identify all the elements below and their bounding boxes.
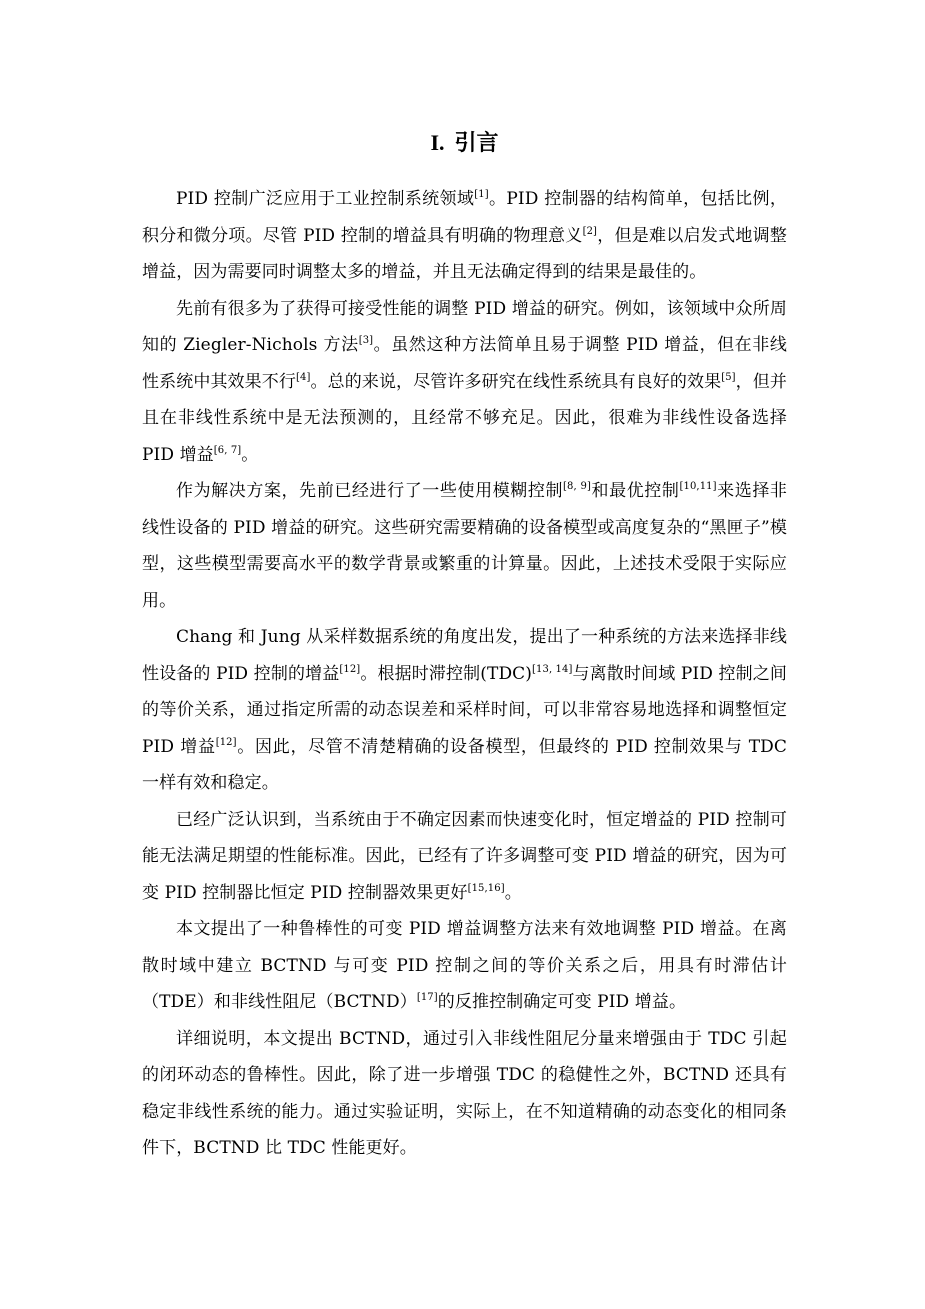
citation-ref: [1] — [474, 189, 489, 200]
body-text — [142, 181, 787, 1167]
paragraph-text: 。PID 控制器的结构简单，包括比例，积分和微分项。尽管 PID 控制的增益具有明确的物理意义 — [142, 189, 787, 246]
paragraph-text: 。因此，尽管不清楚精确的设备模型，但最终的 PID 控制效果与 TDC 一样有效和稳定。 — [142, 736, 787, 793]
paragraph — [142, 802, 787, 912]
paragraph-text: 详细说明，本文提出 BCTND，通过引入非线性阻尼分量来增强由于 TDC 引起的闭环动态的鲁棒性。因此，除了进一步增强 TDC 的稳健性之外，BCTND 还具有稳定非线性系统的能力。通过实验证明，实际上，在不知道精确的动态变化的相同条件下，BCTND 比 TDC 性能更好。 — [142, 1028, 787, 1158]
citation-ref: [6, 7] — [213, 444, 242, 456]
paragraph-text: 作为解决方案，先前已经进行了一些使用模糊控制 — [176, 481, 564, 501]
paragraph-text: 本文提出了一种鲁棒性的可变 PID 增益调整方法来有效地调整 PID 增益。在离散时域中建立 BCTND 与可变 PID 控制之间的等价关系之后，用具有时滞估计（TDE）和非线性阻尼（BCTND） — [142, 919, 787, 1012]
citation-ref: [2] — [582, 225, 598, 237]
paragraph-text: 。总的来说，尽管许多研究在线性系统具有良好的效果 — [310, 371, 722, 392]
paragraph-text: 来选择非线性设备的 PID 增益的研究。这些研究需要精确的设备模型或高度复杂的“黑匣子”模型，这些模型需要高水平的数学背景或繁重的计算量。因此，上述技术受限于实际应用。 — [142, 481, 788, 611]
citation-ref: [13, 14] — [532, 663, 573, 675]
paragraph-text: 。 — [504, 882, 522, 903]
citation-ref: [10,11] — [679, 481, 717, 492]
paragraph — [142, 473, 787, 619]
paragraph-text: 与离散时间域 PID 控制之间的等价关系，通过指定所需的动态误差和采样时间，可以非常容易地选择和调整恒定 PID 增益 — [142, 663, 787, 757]
paragraph-text: 。虽然这种方法简单且易于调整 PID 增益，但在非线性系统中其效果不行 — [142, 335, 787, 392]
paragraph-text: ，但是难以启发式地调整增益，因为需要同时调整太多的增益，并且无法确定得到的结果是最佳的。 — [142, 225, 788, 282]
paragraph — [142, 291, 787, 474]
paragraph-text: 。 — [241, 444, 259, 465]
paragraph-text: 的反推控制确定可变 PID 增益。 — [437, 992, 687, 1012]
citation-ref: [17] — [416, 992, 438, 1003]
paragraph-text: Chang 和 Jung 从采样数据系统的角度出发，提出了一种系统的方法来选择非线性设备的 PID 控制的增益 — [142, 627, 787, 684]
paragraph-text: 和最优控制 — [591, 481, 680, 501]
citation-ref: [5] — [721, 371, 736, 383]
citation-ref: [15,16] — [467, 882, 505, 894]
paragraph-text: ，但并且在非线性系统中是无法预测的，且经常不够充足。因此，很难为非线性设备选择 PID 增益 — [142, 371, 787, 465]
citation-ref: [8, 9] — [563, 481, 592, 492]
section-title: 引言 — [454, 130, 499, 156]
paragraph — [142, 181, 787, 291]
citation-ref: [4] — [296, 371, 311, 383]
paragraph-text: 已经广泛认识到，当系统由于不确定因素而快速变化时，恒定增益的 PID 控制可能无法满足期望的性能标准。因此，已经有了许多调整可变 PID 增益的研究，因为可变 PID 控制器比恒定 PID 控制器效果更好 — [142, 809, 787, 903]
section-number: I. — [430, 130, 445, 155]
paragraph-text: 。根据时滞控制(TDC) — [360, 663, 533, 684]
paragraph — [142, 911, 787, 1021]
paragraph — [142, 1021, 787, 1167]
section-heading — [142, 127, 787, 159]
citation-ref: [3] — [358, 335, 374, 346]
citation-ref: [12] — [215, 736, 237, 748]
paragraph-text: PID 控制广泛应用于工业控制系统领域 — [176, 189, 475, 209]
paragraph-text: 先前有很多为了获得可接受性能的调整 PID 增益的研究。例如，该领域中众所周知的 Ziegler-Nichols 方法 — [142, 298, 787, 355]
paragraph — [142, 619, 787, 802]
citation-ref: [12] — [339, 663, 361, 675]
